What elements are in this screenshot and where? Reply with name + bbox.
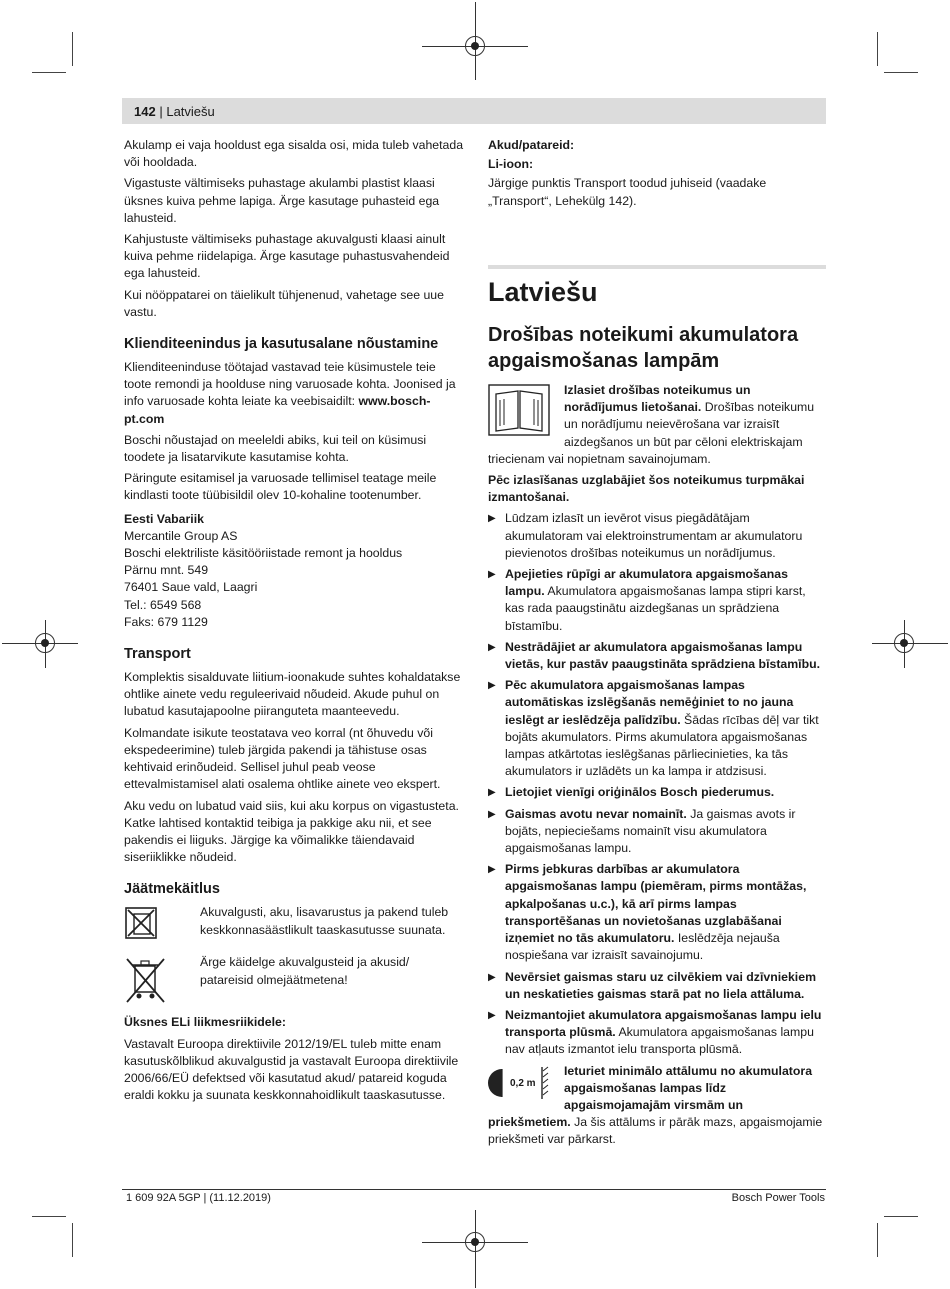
safety-bullet [488, 510, 826, 562]
registration-mark-icon [465, 36, 485, 56]
right-column [488, 137, 826, 214]
safety-bullet [488, 639, 826, 673]
bullet-text: Akumulatora apgaismošanas lampa stipri karst, kas rada paaugstinātu aizdegšanas un sprādziena bīstamību. [505, 584, 806, 633]
bullet-text: Ja gaismas avots ir bojāts, nepieciešams nomainīt visu akumulatora apgaismošanas lampu. [505, 806, 796, 856]
crop-mark [72, 1223, 73, 1257]
disposal-heading: Jäätmekäitlus [124, 881, 220, 898]
header-separator: | [159, 104, 163, 119]
safety-bullet [488, 1007, 826, 1059]
left-column [124, 137, 464, 1108]
safety-bullet [488, 784, 826, 801]
crossed-bin-icon [124, 956, 168, 1006]
safety-bullet [488, 806, 826, 858]
bullet-text: Akumulatora apgaismošanas lampu nav atļauts izmantot ielu transporta plūsmā. [505, 1025, 814, 1057]
crop-mark [877, 1223, 878, 1257]
bullet-bold: Pēc akumulatora apgaismošanas lampas automātiskas izslēgšanās nemēģiniet to no jauna ieslēgt ar ieslēdzēja palīdzību. [505, 678, 794, 727]
registration-mark-icon [35, 633, 55, 653]
safety-bullet [488, 861, 826, 964]
service-link[interactable]: www.bosch-pt.com [124, 394, 431, 426]
transport-paragraph: Kolmandate isikute teostatava veo korral (nt õhuvedu või ekspedeerimine) tuleb järgida pakendi ja tähistuse osas kehtivaid erinõudeid. Sellisel juhul peab veose ettevalmistamisel alati osalema ohtlike ainete veo ekspert. [124, 725, 441, 792]
crop-mark [72, 32, 73, 66]
distance-label: 0,2 m [510, 1077, 536, 1089]
disposal-text: Ärge käidelge akuvalgusteid ja akusid/ patareisid olmejäätmetena! [200, 955, 410, 987]
manual-book-icon [488, 384, 550, 436]
crop-mark [877, 32, 878, 66]
page-header-bar [122, 98, 826, 124]
service-heading: Klienditeenindus ja kasutusalane nõustamine [124, 336, 439, 353]
service-paragraph [124, 359, 464, 428]
eu-heading: Üksnes ELi liikmesriikidele: [124, 1015, 286, 1030]
batteries-heading: Akud/patareid: [488, 138, 575, 152]
maintenance-paragraph: Vigastuste vältimiseks puhastage akulambi plastist klaasi üksnes kuiva pehme lapiga. Ärge kasutage puhasteid ega lahusteid. [124, 176, 440, 225]
transport-heading: Transport [124, 646, 191, 663]
bullet-text: Ieslēdzēja nejauša nospiešana var izraisīt savainojumu. [505, 931, 780, 963]
address-line: Tel.: 6549 568 [124, 597, 202, 612]
maintenance-paragraph: Kui nööppatarei on täielikult tühjenenud, vahetage see uue vastu. [124, 287, 444, 319]
page-number: 142 [134, 104, 156, 119]
safety-bullet [488, 677, 826, 780]
recycle-battery-icon [124, 906, 158, 940]
maintenance-paragraph: Akulamp ei vaja hooldust ega sisalda osi, mida tuleb vahetada või hooldada. [124, 138, 464, 170]
address-country: Eesti Vabariik [124, 511, 204, 526]
safety-bullet [488, 566, 826, 635]
footer-doc-id: 1 609 92A 5GP | (11.12.2019) [126, 1192, 271, 1204]
disposal-text: Akuvalgusti, aku, lisavarustus ja pakend tuleb keskkonnasäästlikult taaskasutusse suunata. [200, 905, 449, 937]
crop-mark [884, 1216, 918, 1217]
service-paragraph: Päringute esitamisel ja varuosade tellimisel teatage meile kindlasti toote tüübisildil olev 10-kohaline tootenumber. [124, 471, 437, 503]
safety-bullet [488, 969, 826, 1003]
liion-text: Järgige punktis Transport toodud juhiseid (vaadake „Transport“, Lehekülg 142). [488, 176, 767, 208]
keep-instructions: Pēc izlasīšanas uzglabājiet šos noteikumus turpmākai izmantošanai. [488, 473, 805, 505]
read-instructions-rest: Drošības noteikumu un norādījumu neievērošana var izraisīt aizdegšanos un būt par cēloni elektriskajam triecienam vai nopietnam savainojumam. [488, 400, 815, 466]
address-line: Boschi elektriliste käsitööriistade remont ja hooldus [124, 546, 403, 561]
latvian-section [488, 276, 826, 1153]
bullet-bold: Lietojiet vienīgi oriģinālos Bosch piederumus. [505, 785, 775, 800]
language-title: Latviešu [488, 277, 598, 307]
distance-block [488, 1063, 826, 1149]
bullet-bold: Nestrādājiet ar akumulatora apgaismošanas lampu vietās, kur pastāv paaugstināta sprādziena bīstamību. [505, 639, 821, 672]
address-line: 76401 Saue vald, Laagri [124, 580, 258, 595]
bullet-text: Šādas rīcības dēļ var tikt bojāts akumulators. Pirms akumulatora apgaismošanas lampas atkārtotas ieslēgšanas pārliecinieties, ka tās akumulators ir uzlādēts un ka lampa ir atdzisusi. [505, 712, 819, 779]
safety-title: Drošības noteikumi akumulatora apgaismošanas lampām [488, 324, 799, 372]
page-header [134, 104, 215, 119]
transport-paragraph: Aku vedu on lubatud vaid siis, kui aku korpus on vigastusteta. Katke lahtised kontaktid teibiga ja pakkige aku nii, et see pakendis ei liiguks. Järgige ka võimalikke täiendavaid siseriiklikke nõudeid. [124, 798, 459, 865]
service-paragraph: Boschi nõustajad on meeleldi abiks, kui teil on küsimusi toodete ja lisatarvikute kasutamise kohta. [124, 432, 427, 465]
address-line: Mercantile Group AS [124, 528, 238, 543]
bullet-bold: Gaismas avotu nevar nomainīt. [505, 806, 687, 821]
registration-mark-icon [465, 1232, 485, 1252]
bullet-bold: Apejieties rūpīgi ar akumulatora apgaismošanas lampu. [505, 567, 788, 599]
disposal-row [124, 954, 464, 1012]
crop-mark [32, 72, 66, 73]
bullet-bold: Pirms jebkuras darbības ar akumulatora apgaismošanas lampu (piemēram, pirms montāžas, apkalpošanas u.c.), kā arī pirms lampas transportēšanas un novietošanas uzglabāšanai izņemiet no tās akumulatoru. [505, 862, 807, 946]
header-language: Latviešu [166, 104, 215, 119]
eu-text: Vastavalt Euroopa direktiivile 2012/19/EL tuleb mitte enam kasutuskõlblikud akuvalgustid ja vastavalt Euroopa direktiivile 2006/66/EÜ defektsed või kasutatud akud/ patareid koguda eraldi kokku ja suunata keskkonnahoidlikult taaskasutusse. [124, 1036, 459, 1103]
footer-rule [122, 1189, 826, 1190]
disposal-row [124, 904, 464, 954]
read-instructions-block [488, 382, 826, 468]
section-rule [488, 265, 826, 269]
bullet-bold: Neizmantojiet akumulatora apgaismošanas lampu ielu transporta plūsmā. [505, 1007, 822, 1040]
crop-mark [32, 1216, 66, 1217]
address-line: Faks: 679 1129 [124, 614, 208, 629]
bullet-bold: Nevērsiet gaismas staru uz cilvēkiem vai dzīvniekiem un neskatieties gaismas starā pat no liela attāluma. [505, 969, 817, 1001]
footer-brand: Bosch Power Tools [731, 1192, 825, 1204]
address-line: Pärnu mnt. 549 [124, 563, 209, 578]
distance-bold: Ieturiet minimālo attālumu no akumulatora apgaismošanas lampas līdz apgaismojamajām virsmām un priekšmetiem. [488, 1063, 813, 1130]
maintenance-paragraph: Kahjustuste vältimiseks puhastage akuvalgusti klaasi ainult kuiva pehme riidelapiga. Ärge kasutage puhastusvahendeid ega lahusteid. [124, 232, 450, 281]
transport-paragraph: Komplektis sisalduvate liitium-ioonakude suhtes kohaldatakse ohtlike ainete vedu reguleerivaid nõudeid. Akude puhul on lubatud kasutajapoolne piiranguteta maanteevedu. [124, 670, 461, 719]
liion-heading: Li-ioon: [488, 157, 534, 172]
distance-rest: Ja šis attālums ir pārāk mazs, apgaismojamie priekšmeti var pārkarst. [488, 1115, 823, 1147]
read-instructions-bold: Izlasiet drošības noteikumus un norādījumus lietošanai. [564, 383, 751, 415]
bullet-text: Lūdzam izlasīt un ievērot visus piegādātājam akumulatoram vai elektroinstrumentam ar akumulatoru pievienotos drošības noteikumus un norādījumus. [505, 511, 803, 560]
registration-mark-icon [894, 633, 914, 653]
crop-mark [884, 72, 918, 73]
service-text: Klienditeeninduse töötajad vastavad teie küsimustele teie toote remondi ja hoolduse ning varuosade kohta. Joonised ja info varuosade kohta leiate ka veebisaidilt: [124, 360, 456, 409]
